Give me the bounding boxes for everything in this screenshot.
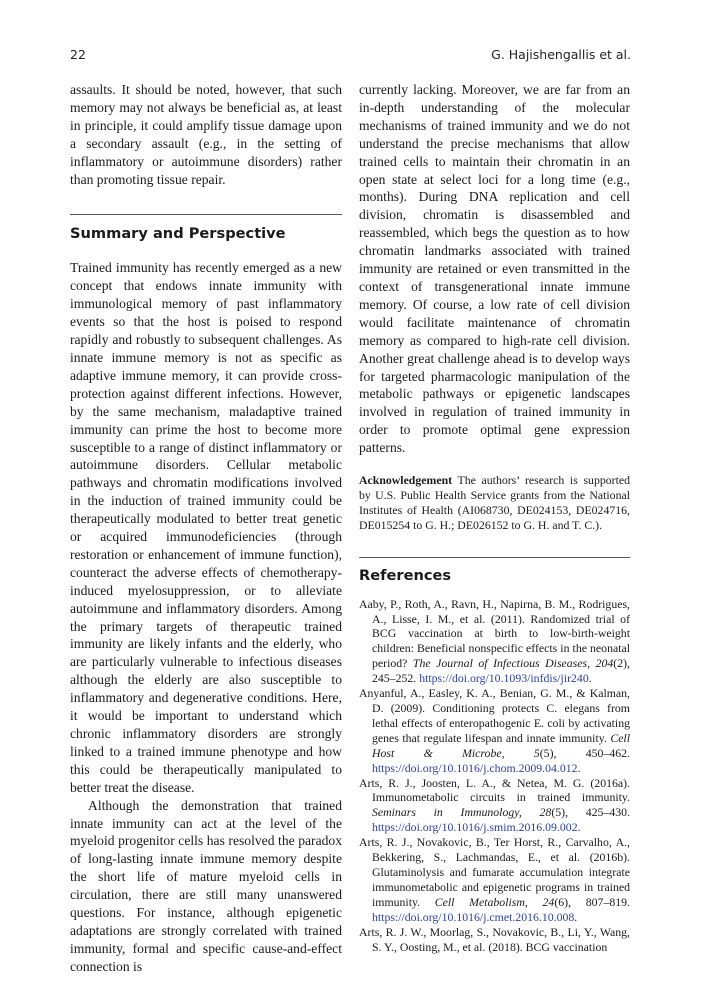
- reference-text: (2), 245–252.: [372, 656, 631, 686]
- reference-text: .: [577, 760, 581, 775]
- doi-link[interactable]: https://doi.org/10.1016/j.smim.2016.09.002: [372, 820, 578, 835]
- reference-journal: Cell Metabolism, 24: [434, 894, 555, 909]
- reference-item: [359, 776, 630, 836]
- reference-text: .: [574, 909, 578, 924]
- left-column: [70, 81, 342, 976]
- paragraph: Trained immunity has recently emerged as a new concept that endows innate immunity with immunological memory of past inflammatory events so that the host is poised to respond rapidly and robustly to subsequent challenges. As innate immune memory is not as specific as adaptive immune memory, it can provide cross-protection against different infections. However, by the same mechanism, maladaptive trained immunity can prime the host to become more susceptible to a range of distinct inflammatory or autoimmune disorders. Cellular metabolic pathways and chromatin modifications involved in the induction of trained immunity could be therapeutically modulated to better treat genetic or acquired immunodeficiencies (through restoration or enhancement of immune function), counteract the adverse effects of chemotherapy-induced myelosuppression, or to alleviate autoimmune and inflammatory disorders. Among the primary targets of therapeutic trained immunity are likely infants and the elderly, who are particularly vulnerable to infectious diseases although the elderly are also susceptible to inflammatory and degenerative conditions. Here, it would be important to understand which chronic inflammatory disorders are strongly linked to a trained immune phenotype and how this could be therapeutically manipulated to better treat the disease.: [70, 260, 342, 795]
- reference-item: [359, 686, 630, 775]
- paragraph: Although the demonstration that trained innate immunity can act at the level of the myeloid progenitor cells has resolved the paradox of long-lasting innate immune memory despite the short life of mature myeloid cells in circulation, there are still many unanswered questions. For instance, although epigenetic adaptations are strongly correlated with trained immunity, formal and specific cause-and-effect connection is: [70, 797, 342, 974]
- reference-text: Arts, R. J., Joosten, L. A., & Netea, M. G. (2016a). Immunometabolic circuits in trained immunity.: [359, 775, 630, 805]
- reference-journal: Seminars in Immunology, 28: [372, 805, 552, 820]
- reference-text: .: [588, 671, 592, 686]
- doi-link[interactable]: https://doi.org/10.1016/j.cmet.2016.10.008: [372, 909, 575, 924]
- acknowledgement-text: The authors’ research is supported by U.S. Public Health Service grants from the National Institutes of Health (AI068730, DE024153, DE024716, DE015254 to G. H.; DE026152 to G. H. and T. C.).: [359, 473, 630, 532]
- right-column: [359, 81, 630, 954]
- running-head: G. Hajishengallis et al.: [491, 47, 631, 62]
- reference-text: (5), 450–462.: [539, 745, 630, 760]
- page-number: 22: [70, 47, 86, 62]
- reference-journal: The Journal of Infectious Diseases, 204: [412, 656, 614, 671]
- reference-text: (6), 807–819.: [554, 894, 630, 909]
- reference-text: (5), 425–430.: [551, 805, 630, 820]
- section-heading: Summary and Perspective: [70, 225, 286, 243]
- section-rule: [359, 557, 630, 558]
- acknowledgement: [359, 473, 630, 533]
- page-header: [70, 47, 631, 67]
- reference-text: .: [577, 820, 581, 835]
- reference-item: [359, 597, 630, 686]
- reference-journal: Cell Host & Microbe, 5: [372, 730, 630, 760]
- doi-link[interactable]: https://doi.org/10.1093/infdis/jir240: [419, 671, 589, 686]
- reference-text: Arts, R. J. W., Moorlag, S., Novakovic, B., Li, Y., Wang, S. Y., Oosting, M., et al. (2018). BCG vaccination: [359, 924, 630, 954]
- acknowledgement-label: Acknowledgement: [359, 473, 453, 488]
- reference-text: Aaby, P., Roth, A., Ravn, H., Napirna, B. M., Rodrigues, A., Lisse, I. M., et al. (2011). Randomized trial of BCG vaccination at birth to low-birth-weight children: Beneficial nonspecific effects in the neonatal period?: [359, 596, 630, 671]
- reference-text: Arts, R. J., Novakovic, B., Ter Horst, R., Carvalho, A., Bekkering, S., Lachmandas, E., et al. (2016b). Glutaminolysis and fumarate accumulation integrate immunometabolic and epigenetic programs in trained immunity.: [359, 835, 630, 909]
- references-heading: References: [359, 566, 452, 584]
- reference-item: [359, 925, 630, 955]
- paragraph: assaults. It should be noted, however, that such memory may not always be beneficial as, at least in principle, it could amplify tissue damage upon a secondary assault (e.g., in the setting of inflammatory or autoimmune disorders) rather than promoting tissue repair.: [70, 82, 342, 187]
- paragraph: currently lacking. Moreover, we are far from an in-depth understanding of the molecular mechanisms of trained immunity and we do not understand the precise mechanisms that allow trained cells to maintain their chromatin in an open state at select loci for a long time (e.g., months). During DNA replication and cell division, chromatin is disassembled and reassembled, which begs the question as to how chromatin landmarks associated with trained immunity are retained or even transmitted in the context of transgenerational innate immune memory. Of course, a low rate of cell division would facilitate maintenance of chromatin memory as compared to high-rate cell division. Another great challenge ahead is to develop ways for targeted pharmacologic manipulation of the metabolic pathways or epigenetic landscapes involved in regulation of trained immunity in order to promote optimal gene expression patterns.: [359, 82, 630, 456]
- section-rule: [70, 214, 342, 215]
- reference-item: [359, 835, 630, 924]
- reference-list: [359, 597, 630, 955]
- doi-link[interactable]: https://doi.org/10.1016/j.chom.2009.04.012: [372, 760, 578, 775]
- reference-text: Anyanful, A., Easley, K. A., Benian, G. M., & Kalman, D. (2009). Conditioning protects C. elegans from lethal effects of enteropathogenic E. coli by activating genes that regulate lifespan and innate immunity.: [359, 686, 630, 745]
